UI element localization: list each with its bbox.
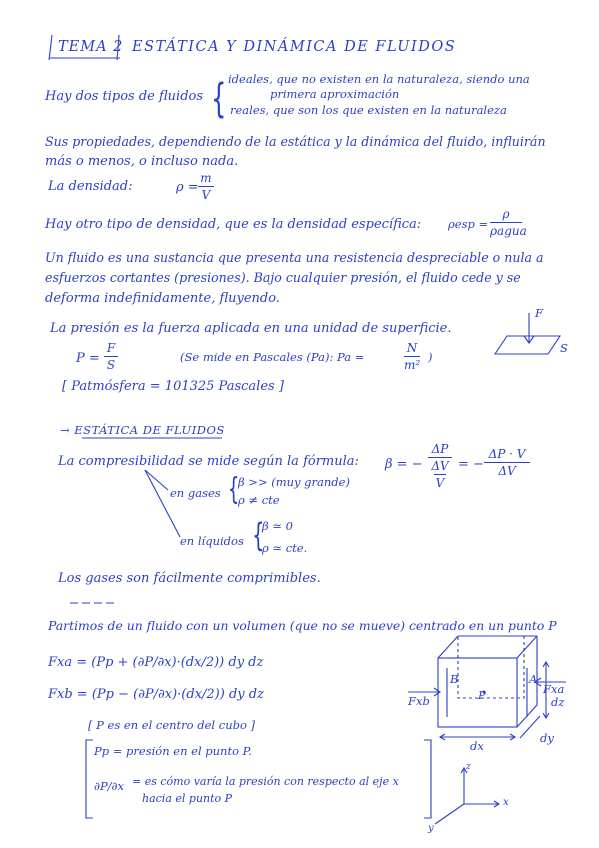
beta-lhs: β = − bbox=[385, 457, 423, 472]
fluid-def-line3: deforma indefinidamente, fluyendo. bbox=[45, 291, 280, 306]
axis-label-y: y bbox=[428, 823, 434, 834]
gases-label: en gases bbox=[170, 486, 221, 500]
density-num: m bbox=[200, 171, 212, 185]
axis-label-x: x bbox=[503, 797, 509, 808]
ideal-fluids-line1: ideales, que no existen en la naturaleza, siendo una bbox=[228, 72, 530, 86]
liquids-beta: β ≃ 0 bbox=[262, 519, 293, 533]
gases-rho: ρ ≠ cte bbox=[238, 493, 280, 507]
pressure-diagram-F: F bbox=[535, 306, 543, 320]
compress-f1-den-den: V bbox=[435, 476, 445, 490]
liquids-label: en líquidos bbox=[180, 534, 244, 548]
cube-label-Fxa: Fxa bbox=[543, 682, 565, 696]
pp-note: Pp = presión en el punto P. bbox=[94, 744, 252, 758]
cube-label-A: A bbox=[529, 672, 538, 686]
cube-label-dz: dz bbox=[551, 695, 565, 709]
gases-conclusion: Los gases son fácilmente comprimibles. bbox=[58, 571, 321, 586]
density-den: V bbox=[201, 188, 211, 202]
dpdx-note-line2: hacia el punto P bbox=[142, 792, 233, 805]
pressure-units-num: N bbox=[406, 341, 418, 355]
fluid-types-brace: { bbox=[211, 76, 227, 122]
pressure-den: S bbox=[106, 358, 116, 372]
topic-label: TEMA 2 bbox=[58, 39, 124, 55]
compress-f2-den: ΔV bbox=[498, 464, 516, 478]
specific-density-num: ρ bbox=[502, 207, 510, 221]
properties-line1: Sus propiedades, dependiendo de la estática y la dinámica del fluido, influirán bbox=[45, 134, 546, 149]
density-lhs: ρ = bbox=[176, 180, 199, 195]
specific-density-lhs: ρesp = bbox=[448, 217, 489, 231]
pressure-diagram-S: S bbox=[560, 341, 568, 355]
compressibility-text: La compresibilidad se mide según la fórmula: bbox=[58, 454, 359, 469]
center-note: [ P es en el centro del cubo ] bbox=[88, 718, 256, 732]
force-fxb: Fxb = (Pp − (∂P/∂x)·(dx/2)) dy dz bbox=[48, 687, 264, 702]
pressure-units-text: (Se mide en Pascales (Pa): Pa = bbox=[180, 350, 365, 364]
cube-label-Fxb: Fxb bbox=[408, 694, 430, 708]
pressure-definition: La presión es la fuerza aplicada en una unidad de superficie. bbox=[50, 321, 452, 336]
gases-beta: β >> (muy grande) bbox=[238, 475, 350, 489]
cube-label-dy: dy bbox=[540, 731, 554, 745]
specific-density-den: ρagua bbox=[490, 224, 527, 238]
dpdx-symbol: ∂P/∂x bbox=[94, 779, 124, 793]
fluid-types-intro: Hay dos tipos de fluidos bbox=[45, 89, 204, 104]
compress-f1-den-num: ΔV bbox=[431, 459, 449, 473]
real-fluids: reales, que son los que existen en la naturaleza bbox=[230, 103, 507, 117]
liquids-rho: ρ ≃ cte. bbox=[262, 541, 308, 555]
gases-brace: { bbox=[227, 472, 240, 507]
cube-label-B: B bbox=[450, 672, 459, 686]
compress-f2-num: ΔP · V bbox=[488, 447, 526, 461]
axis-label-z: z bbox=[466, 762, 471, 772]
properties-line2: más o menos, o incluso nada. bbox=[45, 154, 239, 169]
page-title: ESTÁTICA Y DINÁMICA DE FLUIDOS bbox=[132, 39, 457, 55]
pressure-units-close: ) bbox=[428, 350, 433, 364]
atmospheric-pressure: [ Patmósfera = 101325 Pascales ] bbox=[62, 379, 284, 394]
pressure-num: F bbox=[106, 341, 116, 355]
cube-label-P: P bbox=[478, 688, 486, 702]
ideal-fluids-line2: primera aproximación bbox=[270, 87, 400, 101]
specific-density-text: Hay otro tipo de densidad, que es la densidad específica: bbox=[45, 217, 422, 232]
compress-f1-num: ΔP bbox=[431, 442, 449, 456]
density-label: La densidad: bbox=[48, 179, 133, 194]
pressure-units-den: m² bbox=[404, 358, 421, 372]
dpdx-note-line1: = es cómo varía la presión con respecto al eje x bbox=[132, 775, 399, 788]
pressure-lhs: P = bbox=[76, 351, 100, 366]
compress-eq2: = − bbox=[458, 457, 484, 472]
fluid-def-line2: esfuerzos cortantes (presiones). Bajo cualquier presión, el fluido cede y se bbox=[45, 270, 521, 285]
liquids-brace: { bbox=[252, 516, 265, 554]
statics-heading: → ESTÁTICA DE FLUIDOS bbox=[60, 423, 225, 437]
fluid-def-line1: Un fluido es una sustancia que presenta una resistencia despreciable o nula a bbox=[45, 250, 544, 265]
element-intro: Partimos de un fluido con un volumen (que no se mueve) centrado en un punto P bbox=[48, 618, 557, 633]
cube-label-dx: dx bbox=[470, 739, 484, 753]
force-fxa: Fxa = (Pp + (∂P/∂x)·(dx/2)) dy dz bbox=[48, 655, 264, 670]
